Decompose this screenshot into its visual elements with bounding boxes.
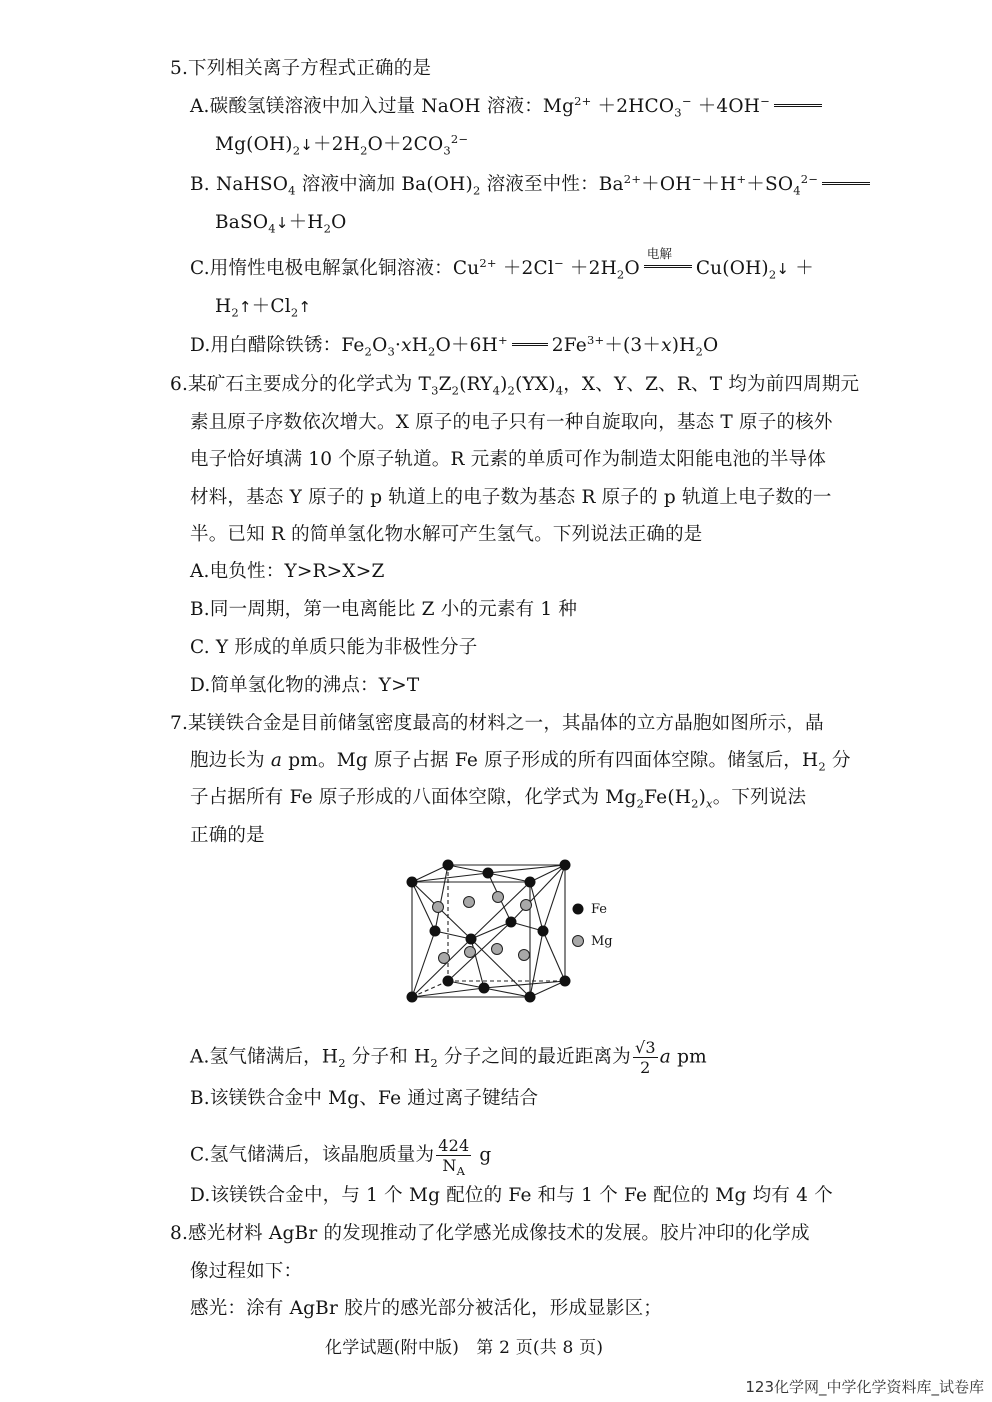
q6-option-a: A.电负性：Y>R>X>Z [190,561,385,582]
fe-atom [443,860,454,871]
sqrt3-over-2-fraction: $\frac{√3}{2}$ [634,1038,656,1077]
equals-sign [774,104,822,107]
q5-stem: 5.下列相关离子方程式正确的是 [170,58,432,79]
q7-c-unit: g [473,1144,492,1166]
q7-option-d: D.该镁铁合金中，与 1 个 Mg 配位的 Fe 和与 1 个 Fe 配位的 Mg 均有 4 个 [190,1185,833,1206]
fe-atom [525,877,536,888]
watermark: 123化学网_中学化学资料库_试卷库 [745,1378,984,1396]
q5-a-rest: Mg(OH) [215,134,293,155]
q5-b-mid: 溶液中滴加 Ba(OH) [301,174,473,195]
fe-atom [525,992,536,1003]
q6-option-b: B.同一周期，第一电离能比 Z 小的元素有 1 种 [190,599,578,620]
q7-line2-end: 分 [831,750,851,771]
q5-a-prefix: A.碳酸氢镁溶液中加入过量 NaOH 溶液： [190,96,543,117]
q5-b-prefix: B. NaHSO [190,174,289,195]
q7-line3-suffix: 。下列说法 [712,787,807,808]
legend-fe-label: Fe [591,902,608,917]
q5-d-text: D.用白醋除铁锈：Fe [190,335,365,356]
legend-mg-label: Mg [591,934,613,949]
equals-sign [822,182,870,185]
q5-option-d: D.用白醋除铁锈：$Fe_2O_3\cdot xH_2O+6H^+$ $2Fe^{3+}+(3+x)H_2O$ [190,332,719,359]
q7-a-unit: pm [671,1046,707,1068]
q6-stem-line5: 半。已知 R 的简单氢化物水解可产生氢气。下列说法正确的是 [190,524,703,545]
legend-mg-marker [573,936,584,947]
mg-atom [493,892,504,903]
q5-option-a-line2: $Mg(OH)_2↓+2H_2O+2CO_3^{2-}$ [215,131,469,158]
up-arrow-icon: ↑ [298,298,312,316]
down-arrow-icon: ↓ [776,260,790,278]
up-arrow-icon: ↑ [238,298,252,316]
q5-b-mid2: 溶液至中性： [486,174,599,195]
mg-atom [519,950,530,961]
q6-option-d: D.简单氢化物的沸点：Y>T [190,675,420,696]
q7-stem-line1: 7.某镁铁合金是目前储氢密度最高的材料之一，其晶体的立方晶胞如图所示，晶 [170,713,824,734]
mg-atom [521,900,532,911]
legend-fe-marker [573,904,584,915]
mg-atom [492,944,503,955]
page-footer: 化学试题(附中版) 第 2 页(共 8 页) [325,1338,604,1358]
fe-atom [407,877,418,888]
q6-line1-suffix: ，X、Y、Z、R、T 均为前四周期元 [563,374,860,395]
fe-atom [430,926,441,937]
down-arrow-icon: ↓ [275,214,289,232]
fe-atom [538,926,549,937]
q6-option-c: C. Y 形成的单质只能为非极性分子 [190,637,478,658]
q8-stem-line1: 8.感光材料 AgBr 的发现推动了化学感光成像技术的发展。胶片冲印的化学成 [170,1223,810,1244]
q5-option-b-line1: B. NaHSO$_4$ 溶液中滴加 $Ba(OH)_2$ 溶液至中性：$Ba^{2+}+OH^-+H^++SO_4^{2-}$ [190,174,874,196]
q7-a-mid: 分子和 H [351,1046,431,1068]
fe-atom [479,983,490,994]
fe-atom [466,934,477,945]
q7-stem-line4: 正确的是 [190,825,265,846]
q6-stem-line2: 素且原子序数依次增大。X 原子的电子只有一种自旋取向，基态 T 原子的核外 [190,412,833,433]
q7-line2-suffix: pm。Mg 原子占据 Fe 原子形成的所有四面体空隙。储氢后，H [282,750,819,771]
crystal-cell-diagram [400,855,630,1005]
q5-c-prefix: C.用惰性电极电解氯化铜溶液： [190,258,453,279]
q7-option-c [190,1136,492,1179]
q7-option-a: A.氢气储满后，$H_2$ 分子和 $H_2$ 分子之间的最近距离为 $\frac{√3}{2}$ a pm [190,1038,707,1077]
q7-stem-line3: 子占据所有 Fe 原子形成的八面体空隙，化学式为 $Mg_2Fe(H_2)_x$。下列说法 [190,787,807,811]
fe-atom [560,976,571,987]
electrolysis-equals-sign [644,246,692,268]
mg-atoms [433,892,532,964]
q6-line1-prefix: 6.某矿石主要成分的化学式为 T [170,374,432,395]
fe-atom [443,976,454,987]
q6-stem-line4: 材料，基态 Y 原子的 p 轨道上的电子数为基态 R 原子的 p 轨道上电子数的一 [190,487,832,508]
fe-atom [483,868,494,879]
q7-a-prefix: A.氢气储满后，H [190,1046,339,1068]
q7-stem-line2: 胞边长为 a pm。Mg 原子占据 Fe 原子形成的所有四面体空隙。储氢后，$H_2$ 分 [190,750,851,774]
q8-stem-line2: 像过程如下： [190,1261,303,1282]
q5-option-c-line1: C.用惰性电极电解氯化铜溶液：$Cu^{2+} +2Cl^- +2H_2O$ 电解 $Cu(OH)_2↓$ ＋ [190,246,814,282]
q7-line2-prefix: 胞边长为 [190,750,271,771]
q7-c-prefix: C.氢气储满后，该晶胞质量为 [190,1144,435,1166]
mg-atom [433,902,444,913]
q6-stem-line3: 电子恰好填满 10 个原子轨道。R 元素的单质可作为制造太阳能电池的半导体 [190,449,827,470]
fe-atom [407,992,418,1003]
electrolysis-condition: 电解 [646,246,673,261]
mg-atom [465,947,476,958]
q5-option-c-line2: $H_2↑+Cl_2↑$ [215,296,312,320]
mass-fraction: $\frac{424}{N_A}$ [438,1136,470,1179]
q7-a-mid2: 分子之间的最近距离为 [443,1046,631,1068]
fe-atom [560,860,571,871]
fe-atom [506,917,517,928]
mass-fraction-numerator: 424 [438,1136,470,1155]
q6-stem-line1: 6.某矿石主要成分的化学式为 $T_3Z_2(RY_4)_2(YX)_4$，X、Y、Z、R、T 均为前四周期元 [170,374,860,398]
q8-stem-line3: 感光：涂有 AgBr 胶片的感光部分被活化，形成显影区； [190,1298,663,1319]
equals-sign [512,343,548,346]
mg-atom [464,897,475,908]
q7-option-b: B.该镁铁合金中 Mg、Fe 通过离子键结合 [190,1088,539,1109]
mg-atom [439,953,450,964]
q7-line3-prefix: 子占据所有 Fe 原子形成的八面体空隙，化学式为 Mg [190,787,637,808]
q5-option-b-line2: $BaSO_4↓+H_2O$ [215,212,347,236]
q5-option-a-line1: A.碳酸氢镁溶液中加入过量 NaOH 溶液：$Mg^{2+} +2HCO_3^- +4OH^-$ [190,96,826,118]
down-arrow-icon: ↓ [300,136,314,154]
